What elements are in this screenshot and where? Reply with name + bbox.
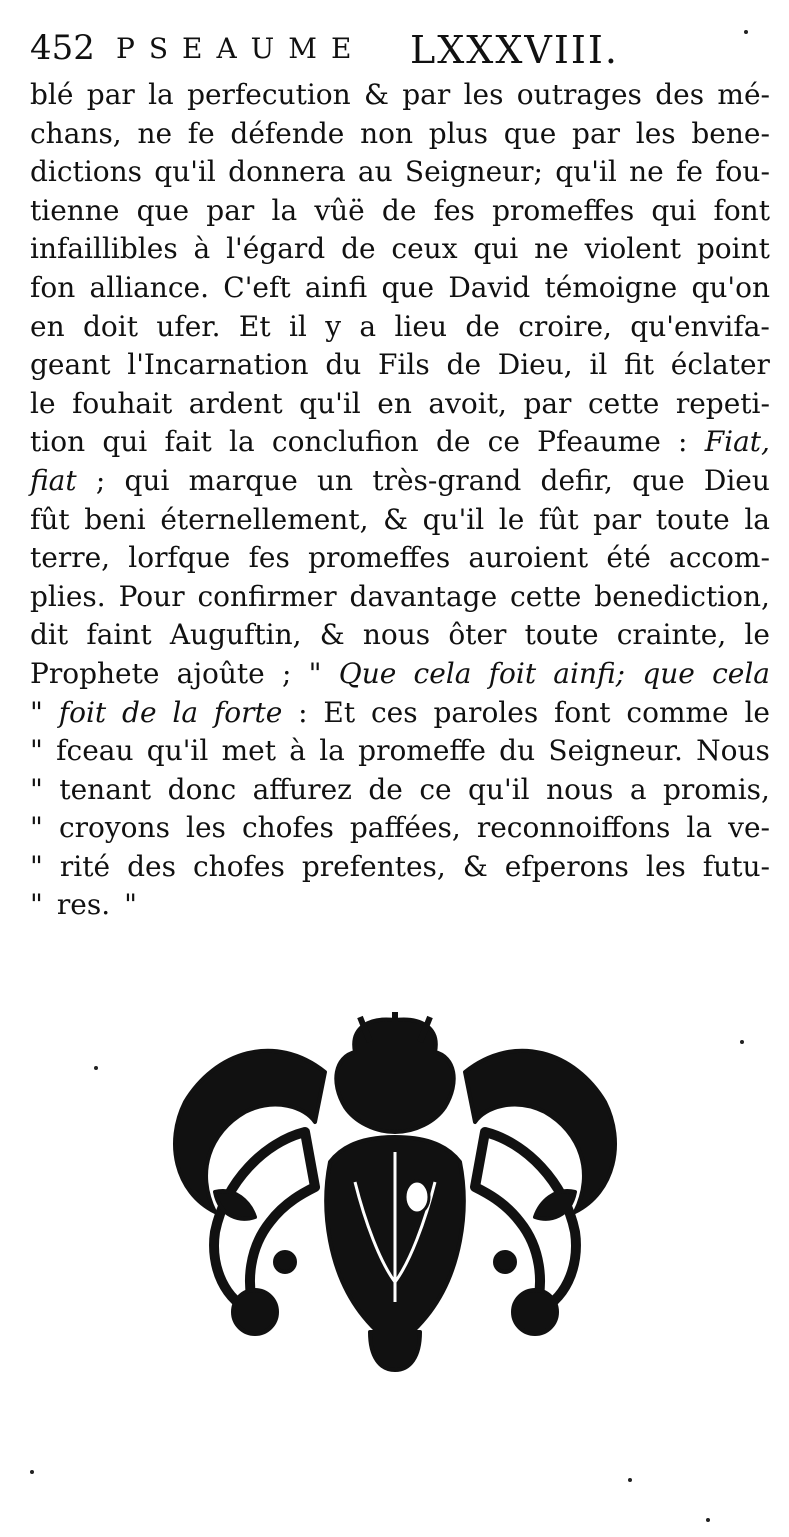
word: Auguftin, (169, 618, 302, 652)
word: Nous (696, 734, 770, 768)
word: la (148, 78, 174, 111)
word: res. (56, 888, 111, 922)
word: rité (59, 849, 111, 883)
word: davantage (349, 579, 498, 613)
text-line (30, 578, 770, 617)
word: perfecution (187, 78, 351, 111)
running-head-title: PSEAUME (116, 32, 366, 65)
word: par (572, 116, 621, 150)
word: Pour (118, 579, 185, 613)
word: paffées, (349, 811, 461, 845)
word: le (744, 695, 770, 729)
word: fait (164, 425, 212, 459)
word: Et (323, 695, 356, 729)
word: futu- (702, 849, 770, 883)
word: : (298, 695, 308, 729)
word: comme (626, 695, 729, 729)
text-line (30, 76, 770, 115)
word: fe (675, 155, 703, 189)
word: Que (338, 656, 397, 690)
body-text (30, 76, 770, 925)
word: faint (86, 618, 152, 652)
word: nous (546, 772, 614, 806)
word: blé (30, 78, 74, 111)
word: fût (538, 502, 579, 536)
word: ufer. (156, 309, 221, 343)
text-line (30, 385, 770, 424)
word: ainfi (304, 270, 368, 304)
running-head (28, 26, 768, 70)
text-line (30, 346, 770, 385)
word: ajoûte (176, 656, 265, 690)
word: de (122, 695, 157, 729)
word: promis, (662, 772, 770, 806)
word: doit (82, 309, 138, 343)
word: toute (524, 618, 599, 652)
word: du (325, 348, 362, 382)
text-line (30, 308, 770, 347)
word: met (221, 734, 276, 768)
word: de (341, 232, 376, 266)
word: qu'il (422, 502, 485, 536)
word: le (498, 502, 525, 536)
word: marque (188, 463, 298, 497)
word: mé- (717, 78, 770, 111)
word: ainfi; (553, 656, 626, 690)
word: Et (238, 309, 271, 343)
print-speck (740, 1040, 744, 1044)
word: de (465, 309, 500, 343)
word: Prophete (30, 656, 160, 690)
word: cette (510, 579, 582, 613)
word: fon (30, 270, 76, 304)
word: il (288, 309, 307, 343)
word: reconnoiffons (476, 811, 671, 845)
word: fiat (30, 463, 77, 497)
word: " (124, 888, 138, 922)
word: & (383, 502, 409, 536)
word: conclufion (271, 425, 419, 459)
word: C'eft (223, 270, 291, 304)
word: qui (473, 232, 519, 266)
word: la (744, 502, 770, 536)
word: confirmer (197, 579, 337, 613)
word: a (629, 772, 647, 806)
word: la (319, 734, 345, 768)
print-speck (30, 1470, 34, 1474)
word: qu'envifa- (630, 309, 770, 343)
word: promeffes (492, 193, 635, 227)
word: forte (213, 695, 283, 729)
word: ceux (391, 232, 458, 266)
text-line (30, 771, 770, 810)
word: beni (84, 502, 146, 536)
word: le (30, 386, 56, 420)
word: chofes (192, 849, 285, 883)
word: efperons (504, 849, 629, 883)
word: font (713, 193, 770, 227)
word: tion (30, 425, 86, 459)
word: ce (419, 772, 452, 806)
word: ne (534, 232, 569, 266)
word: ôter (448, 618, 507, 652)
word: & (319, 618, 345, 652)
word: éternellement, (160, 502, 369, 536)
text-line (30, 539, 770, 578)
word: accom- (669, 541, 770, 575)
word: & (364, 78, 389, 111)
word: en (30, 309, 65, 343)
word: les (635, 116, 676, 150)
word: croyons (58, 811, 170, 845)
text-line (30, 153, 770, 192)
word: des (655, 78, 705, 111)
word: fouhait (72, 386, 173, 420)
word: ne (137, 116, 173, 150)
word: que (381, 270, 435, 304)
word: des (127, 849, 176, 883)
word: qu'il (555, 155, 617, 189)
word: que (642, 656, 695, 690)
text-line (30, 616, 770, 655)
psalm-number: LXXXVIII. (410, 28, 619, 72)
word: par (523, 386, 572, 420)
word: Fiat, (704, 425, 770, 459)
word: lieu (394, 309, 447, 343)
text-line (30, 192, 770, 231)
word: promeffe (358, 734, 486, 768)
word: " (30, 849, 43, 883)
print-speck (628, 1478, 632, 1482)
word: non (360, 116, 414, 150)
word: il (589, 348, 608, 382)
word: terre, (30, 541, 111, 575)
word: y (325, 309, 342, 343)
word: Pfeaume (537, 425, 661, 459)
text-line (30, 115, 770, 154)
word: la (686, 811, 713, 845)
page-number: 452 (30, 28, 95, 68)
text-line (30, 462, 770, 501)
word: les (186, 811, 226, 845)
text-line (30, 732, 770, 771)
word: chofes (241, 811, 334, 845)
word: ; (95, 463, 106, 497)
word: crainte, (616, 618, 727, 652)
word: bene- (691, 116, 770, 150)
word: qui (102, 425, 148, 459)
word: à (193, 232, 211, 266)
word: foit (488, 656, 537, 690)
word: par (402, 78, 451, 111)
word: plies. (30, 579, 106, 613)
word: benediction, (594, 579, 770, 613)
text-line (30, 423, 770, 462)
word: tienne (30, 193, 120, 227)
word: a (359, 309, 377, 343)
word: : (678, 425, 688, 459)
word: " (30, 734, 43, 768)
word: donnera (228, 155, 346, 189)
word: cette (587, 386, 660, 420)
word: & (462, 849, 488, 883)
word: de (381, 193, 417, 227)
word: en (377, 386, 412, 420)
word: à (289, 734, 306, 768)
word: ne (629, 155, 664, 189)
word: fes (433, 193, 475, 227)
word: Seigneur; (404, 155, 543, 189)
word: " (30, 772, 43, 806)
word: la (172, 695, 199, 729)
word: ces (370, 695, 418, 729)
word: qu'il (154, 155, 216, 189)
word: de (368, 772, 403, 806)
word: chans, (30, 116, 122, 150)
word: " (30, 811, 43, 845)
word: les (645, 849, 686, 883)
word: de (435, 425, 471, 459)
word: cela (712, 656, 770, 690)
word: donc (167, 772, 237, 806)
word: que (632, 463, 685, 497)
word: lorfque (128, 541, 231, 575)
word: de (446, 348, 482, 382)
word: qui (124, 463, 170, 497)
word: dit (30, 618, 69, 652)
word: fe (187, 116, 215, 150)
word: qui (651, 193, 697, 227)
word: fceau (56, 734, 134, 768)
word: le (744, 618, 770, 652)
word: prefentes, (301, 849, 446, 883)
word: Dieu, (497, 348, 573, 382)
word: avoit, (428, 386, 507, 420)
word: par (86, 78, 135, 111)
word: éclater (670, 348, 770, 382)
word: alliance. (89, 270, 209, 304)
text-line (30, 501, 770, 540)
text-line (30, 886, 770, 925)
word: un (317, 463, 354, 497)
word: par (206, 193, 255, 227)
word: qu'il (299, 386, 361, 420)
word: qu'il (468, 772, 530, 806)
word: auroient (468, 541, 589, 575)
text-line (30, 809, 770, 848)
word: vûë (314, 193, 365, 227)
word: " (308, 656, 322, 690)
word: dictions (30, 155, 143, 189)
word: que (136, 193, 190, 227)
text-line (30, 269, 770, 308)
word: " (30, 888, 43, 922)
word: ve- (728, 811, 770, 845)
word: la (271, 193, 298, 227)
word: Dieu (703, 463, 770, 497)
word: fût (30, 502, 70, 536)
word: promeffes (308, 541, 451, 575)
text-line (30, 848, 770, 887)
word: tenant (59, 772, 152, 806)
word: défende (230, 116, 345, 150)
word: ; (281, 656, 292, 690)
word: David (448, 270, 531, 304)
word: qu'on (691, 270, 770, 304)
print-speck (94, 1066, 98, 1070)
word: font (554, 695, 611, 729)
word: les (463, 78, 504, 111)
word: l'Incarnation (127, 348, 309, 382)
text-line (30, 230, 770, 269)
word: que (503, 116, 557, 150)
word: cela (413, 656, 472, 690)
word: geant (30, 348, 111, 382)
word: par (593, 502, 642, 536)
word: l'égard (226, 232, 326, 266)
word: fit (624, 348, 655, 382)
word: au (357, 155, 393, 189)
word: fes (248, 541, 290, 575)
word: toute (655, 502, 730, 536)
text-line (30, 655, 770, 694)
word: " (30, 695, 43, 729)
word: très-grand (372, 463, 522, 497)
word: la (229, 425, 255, 459)
word: outrages (516, 78, 642, 111)
word: Fils (378, 348, 430, 382)
text-line (30, 694, 770, 733)
floral-ornament (155, 1012, 635, 1372)
word: qu'il (146, 734, 209, 768)
word: été (606, 541, 651, 575)
word: du (499, 734, 536, 768)
word: plus (428, 116, 489, 150)
print-speck (706, 1518, 710, 1522)
word: témoigne (544, 270, 678, 304)
word: defir, (540, 463, 613, 497)
word: point (696, 232, 770, 266)
word: repeti- (675, 386, 770, 420)
word: violent (584, 232, 682, 266)
print-speck (744, 30, 748, 34)
word: Seigneur. (548, 734, 683, 768)
word: paroles (433, 695, 539, 729)
word: affurez (252, 772, 352, 806)
word: ardent (188, 386, 283, 420)
word: croire, (518, 309, 612, 343)
word: infaillibles (30, 232, 178, 266)
word: ce (487, 425, 520, 459)
word: foit (58, 695, 107, 729)
word: nous (362, 618, 431, 652)
word: fou- (715, 155, 770, 189)
